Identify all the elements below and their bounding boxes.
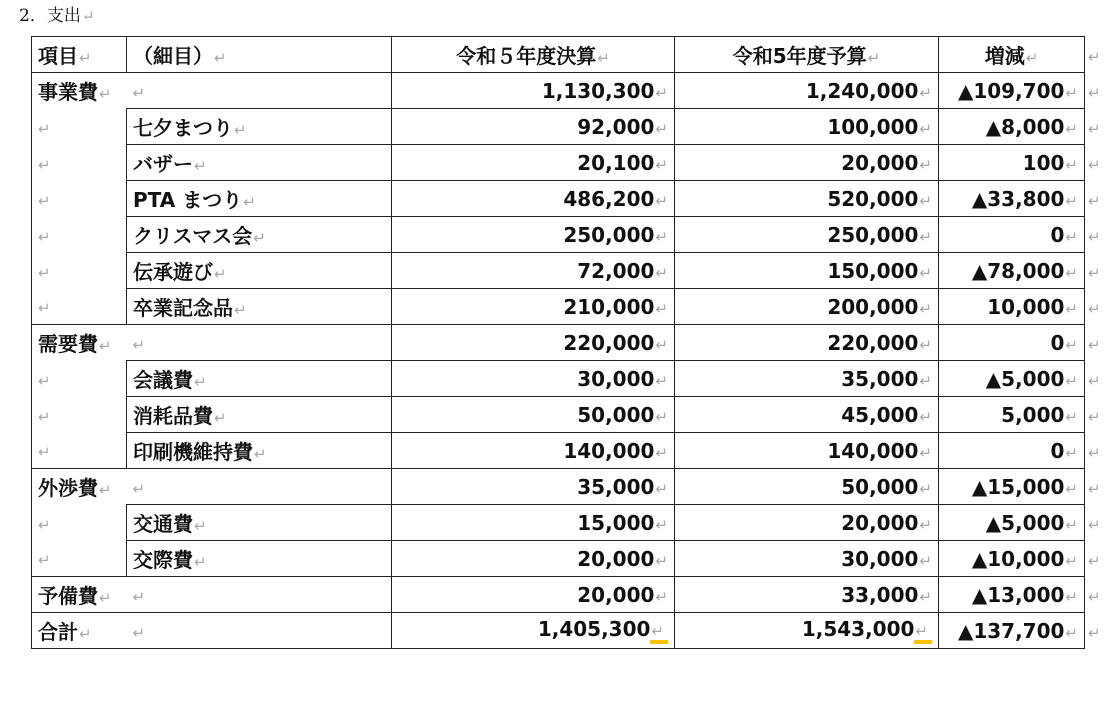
paragraph-mark: ↵ — [81, 7, 95, 25]
cell-budget-value: 1,240,000 — [805, 78, 919, 103]
cell-detail-text: 伝承遊び — [133, 260, 213, 284]
cell-detail — [127, 325, 392, 361]
cell-item — [32, 361, 127, 397]
cell-item — [32, 109, 127, 145]
paragraph-mark: ↵ — [38, 371, 51, 390]
cell-diff-value: 0 — [1050, 438, 1065, 463]
paragraph-mark: ↵ — [132, 479, 146, 498]
cell-detail — [127, 361, 392, 397]
cell-budget-value: 150,000 — [827, 258, 919, 283]
cell-actual — [392, 397, 675, 433]
cell-actual — [392, 613, 675, 649]
paragraph-mark: ↵ — [1065, 299, 1078, 318]
paragraph-mark: ↵ — [655, 191, 668, 210]
row-end-mark: ↵ — [1088, 335, 1101, 354]
paragraph-mark: ↵ — [1065, 191, 1078, 210]
paragraph-mark: ↵ — [38, 551, 51, 570]
cell-diff — [939, 613, 1085, 649]
paragraph-mark: ↵ — [919, 299, 932, 318]
paragraph-mark: ↵ — [919, 155, 932, 174]
section-title — [19, 4, 94, 28]
cell-diff — [939, 397, 1085, 433]
cell-item — [32, 289, 127, 325]
paragraph-mark: ↵ — [214, 409, 227, 427]
paragraph-mark: ↵ — [655, 263, 668, 282]
paragraph-mark: ↵ — [132, 623, 146, 642]
paragraph-mark: ↵ — [655, 443, 668, 462]
paragraph-mark: ↵ — [1065, 263, 1078, 282]
table-row — [32, 253, 1103, 289]
cell-actual-value: 20,000 — [577, 582, 655, 607]
section-title-text: 2．支出 — [19, 6, 81, 26]
table-row — [32, 469, 1103, 505]
cell-detail-text: 卒業記念品 — [133, 296, 233, 320]
paragraph-mark: ↵ — [132, 587, 146, 606]
column-header-actual: 令和５年度決算↵ — [392, 37, 675, 73]
cell-detail — [127, 289, 392, 325]
paragraph-mark: ↵ — [655, 551, 668, 570]
paragraph-mark: ↵ — [1065, 83, 1078, 102]
cell-diff — [939, 253, 1085, 289]
cell-item — [32, 433, 127, 469]
row-end-mark: ↵ — [1088, 263, 1101, 282]
cell-detail — [127, 181, 392, 217]
cell-detail — [127, 217, 392, 253]
paragraph-mark: ↵ — [38, 299, 51, 318]
cell-item — [32, 73, 127, 109]
cell-budget — [675, 469, 939, 505]
cell-actual-value: 15,000 — [577, 510, 655, 535]
cell-budget-value: 33,000 — [841, 582, 919, 607]
table-row — [32, 145, 1103, 181]
cell-budget-value: 35,000 — [841, 366, 919, 391]
cell-budget — [675, 397, 939, 433]
table-row — [32, 613, 1103, 649]
paragraph-mark: ↵ — [1065, 587, 1078, 606]
paragraph-mark: ↵ — [243, 193, 256, 211]
cell-detail-text: PTA まつり — [133, 188, 243, 212]
cell-detail — [127, 541, 392, 577]
cell-diff — [939, 505, 1085, 541]
cell-budget — [675, 217, 939, 253]
cell-budget — [675, 505, 939, 541]
table-row — [32, 325, 1103, 361]
row-end-mark: ↵ — [1088, 587, 1101, 606]
table-row — [32, 217, 1103, 253]
cell-detail — [127, 73, 392, 109]
cell-actual — [392, 433, 675, 469]
cell-budget — [675, 181, 939, 217]
paragraph-mark: ↵ — [915, 622, 928, 640]
row-end-mark: ↵ — [1088, 83, 1101, 102]
cell-diff-value: 0 — [1050, 330, 1065, 355]
paragraph-mark: ↵ — [655, 335, 668, 354]
cell-diff — [939, 145, 1085, 181]
cell-budget-value: 45,000 — [841, 402, 919, 427]
cell-actual — [392, 109, 675, 145]
paragraph-mark: ↵ — [1065, 119, 1078, 138]
cell-budget-value: 520,000 — [827, 186, 919, 211]
paragraph-mark: ↵ — [132, 83, 146, 102]
cell-actual-value: 50,000 — [577, 402, 655, 427]
column-header-budget: 令和5年度予算↵ — [675, 37, 939, 73]
cell-detail — [127, 397, 392, 433]
cell-actual-value: 35,000 — [577, 474, 655, 499]
cell-budget — [675, 577, 939, 613]
table-row — [32, 289, 1103, 325]
column-header-item: 項目↵ — [32, 37, 127, 73]
cell-diff-value: ▲78,000 — [971, 258, 1065, 283]
paragraph-mark: ↵ — [655, 479, 668, 498]
text-highlight — [650, 640, 668, 644]
cell-actual — [392, 217, 675, 253]
paragraph-mark: ↵ — [38, 263, 51, 282]
paragraph-mark: ↵ — [214, 265, 227, 283]
cell-item — [32, 505, 127, 541]
paragraph-mark: ↵ — [1065, 155, 1078, 174]
paragraph-mark: ↵ — [1065, 515, 1078, 534]
row-end-mark: ↵ — [1088, 119, 1101, 138]
paragraph-mark: ↵ — [99, 589, 112, 607]
paragraph-mark: ↵ — [38, 443, 51, 462]
cell-diff-value: ▲13,000 — [971, 582, 1065, 607]
paragraph-mark: ↵ — [919, 407, 932, 426]
cell-actual-value: 30,000 — [577, 366, 655, 391]
paragraph-mark: ↵ — [919, 443, 932, 462]
paragraph-mark: ↵ — [1065, 551, 1078, 570]
row-end-mark: ↵ — [1088, 479, 1101, 498]
table-header-row — [32, 37, 1103, 73]
cell-budget-value: 50,000 — [841, 474, 919, 499]
cell-budget-value: 250,000 — [827, 222, 919, 247]
cell-item-text: 合計 — [38, 620, 78, 644]
table-row — [32, 505, 1103, 541]
cell-detail — [127, 505, 392, 541]
cell-diff-value: 5,000 — [1001, 402, 1065, 427]
paragraph-mark: ↵ — [38, 515, 51, 534]
cell-diff — [939, 577, 1085, 613]
text-highlight — [914, 640, 932, 644]
cell-actual — [392, 253, 675, 289]
cell-detail-text: クリスマス会 — [133, 224, 253, 248]
cell-diff — [939, 325, 1085, 361]
column-header-diff: 増減↵ — [939, 37, 1085, 73]
cell-item — [32, 181, 127, 217]
paragraph-mark: ↵ — [99, 481, 112, 500]
cell-actual-value: 20,000 — [577, 546, 655, 571]
paragraph-mark: ↵ — [99, 85, 112, 104]
row-end-mark: ↵ — [1088, 443, 1101, 462]
cell-diff-value: ▲5,000 — [985, 366, 1065, 391]
row-end-mark: ↵ — [1088, 551, 1101, 570]
cell-actual-value: 486,200 — [563, 186, 655, 211]
paragraph-mark: ↵ — [655, 299, 668, 318]
cell-item — [32, 577, 127, 613]
cell-budget — [675, 541, 939, 577]
paragraph-mark: ↵ — [132, 335, 146, 354]
cell-item-text: 外渉費 — [38, 476, 98, 501]
cell-diff-value: ▲8,000 — [985, 114, 1065, 139]
cell-diff-value: ▲10,000 — [971, 546, 1065, 571]
paragraph-mark: ↵ — [38, 227, 51, 246]
paragraph-mark: ↵ — [919, 515, 932, 534]
cell-actual — [392, 469, 675, 505]
paragraph-mark: ↵ — [919, 551, 932, 570]
cell-diff-value: ▲15,000 — [971, 474, 1065, 499]
cell-diff — [939, 433, 1085, 469]
cell-budget-value: 200,000 — [827, 294, 919, 319]
cell-diff-value: ▲109,700 — [957, 78, 1065, 103]
cell-diff — [939, 181, 1085, 217]
cell-budget-value: 30,000 — [841, 546, 919, 571]
cell-item — [32, 469, 127, 505]
cell-item — [32, 613, 127, 649]
cell-actual-value: 20,100 — [577, 150, 655, 175]
cell-actual — [392, 325, 675, 361]
cell-actual — [392, 145, 675, 181]
cell-actual-value: 1,130,300 — [541, 78, 655, 103]
cell-actual — [392, 181, 675, 217]
cell-actual — [392, 361, 675, 397]
paragraph-mark: ↵ — [1065, 479, 1078, 498]
row-end-mark: ↵ — [1088, 515, 1101, 534]
table-row — [32, 109, 1103, 145]
paragraph-mark: ↵ — [254, 445, 267, 463]
cell-budget-value: 140,000 — [827, 438, 919, 463]
cell-detail — [127, 613, 392, 649]
paragraph-mark: ↵ — [99, 337, 112, 356]
paragraph-mark: ↵ — [38, 119, 51, 138]
cell-diff-value: 0 — [1050, 222, 1065, 247]
row-end-mark: ↵ — [1088, 623, 1101, 642]
cell-detail-text: 会議費 — [133, 368, 193, 392]
paragraph-mark: ↵ — [655, 227, 668, 246]
cell-item-text: 予備費 — [38, 584, 98, 608]
cell-actual-value: 210,000 — [563, 294, 655, 319]
row-end-mark: ↵ — [1088, 155, 1101, 174]
paragraph-mark: ↵ — [1065, 407, 1078, 426]
cell-item — [32, 145, 127, 181]
paragraph-mark: ↵ — [651, 622, 664, 640]
paragraph-mark: ↵ — [38, 407, 51, 426]
paragraph-mark: ↵ — [919, 191, 932, 210]
cell-item — [32, 397, 127, 433]
cell-actual — [392, 541, 675, 577]
cell-diff — [939, 541, 1085, 577]
paragraph-mark: ↵ — [919, 371, 932, 390]
table-row — [32, 397, 1103, 433]
paragraph-mark: ↵ — [194, 517, 207, 535]
cell-detail-text: バザー — [133, 152, 193, 176]
cell-diff-value: ▲5,000 — [985, 510, 1065, 535]
cell-detail-text: 七夕まつり — [133, 116, 233, 140]
cell-actual-value: 1,405,300 — [537, 617, 651, 641]
cell-budget — [675, 253, 939, 289]
paragraph-mark: ↵ — [79, 625, 92, 643]
cell-item — [32, 541, 127, 577]
cell-detail — [127, 109, 392, 145]
cell-diff-value: ▲137,700 — [957, 618, 1065, 643]
column-header-detail: （細目）↵ — [127, 37, 392, 73]
paragraph-mark: ↵ — [655, 155, 668, 174]
paragraph-mark: ↵ — [919, 119, 932, 138]
paragraph-mark: ↵ — [234, 301, 247, 319]
table-row — [32, 181, 1103, 217]
cell-diff — [939, 73, 1085, 109]
paragraph-mark: ↵ — [38, 155, 51, 174]
cell-item — [32, 253, 127, 289]
cell-diff-value: ▲33,800 — [971, 186, 1065, 211]
cell-diff-value: 100 — [1022, 150, 1065, 175]
cell-actual — [392, 73, 675, 109]
cell-diff — [939, 289, 1085, 325]
cell-item — [32, 325, 127, 361]
cell-detail — [127, 469, 392, 505]
paragraph-mark: ↵ — [234, 121, 247, 139]
cell-budget — [675, 145, 939, 181]
paragraph-mark: ↵ — [919, 479, 932, 498]
cell-detail-text: 交際費 — [133, 548, 193, 572]
table-row — [32, 541, 1103, 577]
cell-budget-value: 100,000 — [827, 114, 919, 139]
cell-budget — [675, 613, 939, 649]
cell-item-text: 事業費 — [38, 80, 98, 105]
cell-budget — [675, 109, 939, 145]
paragraph-mark: ↵ — [194, 373, 207, 391]
row-end-mark: ↵ — [1088, 191, 1101, 210]
paragraph-mark: ↵ — [1065, 335, 1078, 354]
cell-actual-value: 92,000 — [577, 114, 655, 139]
cell-diff — [939, 109, 1085, 145]
cell-budget — [675, 361, 939, 397]
cell-detail — [127, 145, 392, 181]
cell-diff — [939, 217, 1085, 253]
row-end-mark: ↵ — [1088, 407, 1101, 426]
paragraph-mark: ↵ — [919, 335, 932, 354]
cell-detail — [127, 433, 392, 469]
cell-actual — [392, 289, 675, 325]
paragraph-mark: ↵ — [194, 157, 207, 175]
cell-budget-value: 1,543,000 — [801, 617, 915, 641]
paragraph-mark: ↵ — [1065, 443, 1078, 462]
table-row — [32, 73, 1103, 109]
cell-detail-text: 印刷機維持費 — [133, 440, 253, 464]
table-row — [32, 577, 1103, 613]
cell-actual-value: 220,000 — [563, 330, 655, 355]
paragraph-mark: ↵ — [655, 515, 668, 534]
cell-budget — [675, 73, 939, 109]
cell-detail-text: 消耗品費 — [133, 404, 213, 428]
cell-detail-text: 交通費 — [133, 512, 193, 536]
cell-diff-value: 10,000 — [987, 294, 1065, 319]
paragraph-mark: ↵ — [919, 83, 932, 102]
cell-diff — [939, 469, 1085, 505]
table-row — [32, 433, 1103, 469]
row-end-mark: ↵ — [1088, 227, 1101, 246]
row-end-mark: ↵ — [1088, 47, 1101, 66]
paragraph-mark: ↵ — [1065, 623, 1078, 642]
paragraph-mark: ↵ — [655, 83, 668, 102]
paragraph-mark: ↵ — [655, 119, 668, 138]
cell-actual-value: 72,000 — [577, 258, 655, 283]
paragraph-mark: ↵ — [655, 371, 668, 390]
cell-actual — [392, 505, 675, 541]
cell-actual-value: 250,000 — [563, 222, 655, 247]
cell-detail — [127, 253, 392, 289]
paragraph-mark: ↵ — [1065, 371, 1078, 390]
cell-budget-value: 220,000 — [827, 330, 919, 355]
paragraph-mark: ↵ — [1065, 227, 1078, 246]
paragraph-mark: ↵ — [919, 587, 932, 606]
paragraph-mark: ↵ — [919, 263, 932, 282]
paragraph-mark: ↵ — [655, 587, 668, 606]
paragraph-mark: ↵ — [38, 191, 51, 210]
expenditure-table — [31, 36, 1103, 649]
cell-actual-value: 140,000 — [563, 438, 655, 463]
cell-budget — [675, 289, 939, 325]
cell-diff — [939, 361, 1085, 397]
paragraph-mark: ↵ — [655, 407, 668, 426]
cell-detail — [127, 577, 392, 613]
table-row — [32, 361, 1103, 397]
cell-budget — [675, 325, 939, 361]
row-end-mark: ↵ — [1088, 371, 1101, 390]
cell-item-text: 需要費 — [38, 332, 98, 357]
cell-item — [32, 217, 127, 253]
row-end-mark: ↵ — [1088, 299, 1101, 318]
cell-budget-value: 20,000 — [841, 510, 919, 535]
paragraph-mark: ↵ — [253, 229, 266, 247]
cell-budget-value: 20,000 — [841, 150, 919, 175]
cell-budget — [675, 433, 939, 469]
cell-actual — [392, 577, 675, 613]
paragraph-mark: ↵ — [919, 227, 932, 246]
paragraph-mark: ↵ — [194, 553, 207, 571]
